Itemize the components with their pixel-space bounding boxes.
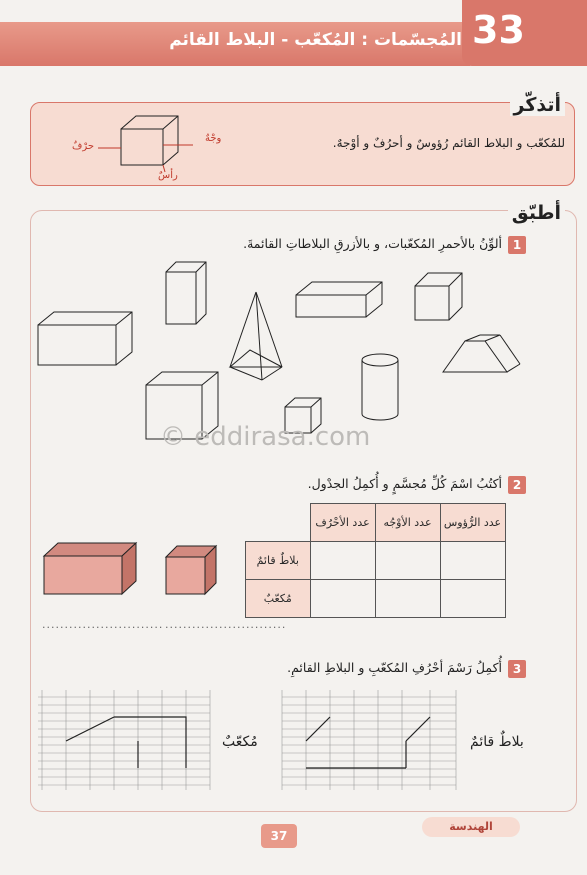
labeled-cube-diagram: [98, 116, 193, 172]
q3-prism-label: بلاطٌ قائمٌ: [470, 734, 524, 750]
q2-table: [245, 503, 506, 618]
q1-number: 1: [508, 236, 526, 254]
q1-text: ألوِّنُ بالأحمرِ المُكعّبات، و بالأزرقِ البلاطاتِ القائمةَ.: [243, 236, 502, 251]
q2-text: أكتُبُ اسْمَ كُلِّ مُجسَّمٍ و أُكمِلُ الجدْول.: [307, 476, 502, 491]
q2-number: 2: [508, 476, 526, 494]
footer-section-label: الهندسة: [422, 817, 520, 837]
cell-cube-edges[interactable]: [310, 580, 375, 618]
remember-text: للمُكعّب و البلاط القائم رُؤوسٌ و أحرُفٌ و أوْجهٌ.: [332, 136, 565, 150]
cell-cube-vertices[interactable]: [440, 580, 505, 618]
cell-prism-faces[interactable]: [375, 542, 440, 580]
remember-title: أتذكّر: [510, 94, 566, 116]
page-number: 37: [261, 824, 297, 848]
header-edges: عدد الأحْرُف: [310, 504, 375, 542]
q3-text: أُكمِلُ رَسْمَ أحْرُفِ المُكعّبِ و البلاطِ القائمِ.: [287, 660, 502, 675]
apply-title: أطبّق: [508, 202, 565, 224]
label-vertex: رأسٌ: [158, 170, 178, 181]
q3-number: 3: [508, 660, 526, 678]
header-vertices: عدد الرُّؤوس: [440, 504, 505, 542]
cell-prism-edges[interactable]: [310, 542, 375, 580]
label-edge: حرْفٌ: [72, 141, 95, 152]
table-corner: [246, 504, 311, 542]
answer-line-cube[interactable]: ...........................: [165, 618, 287, 631]
page-title: المُجسّمات : المُكعّب - البلاط القائم: [169, 30, 462, 50]
watermark: © eddirasa.com: [160, 422, 371, 452]
row-cube-label: مُكعّبٌ: [246, 580, 311, 618]
cell-cube-faces[interactable]: [375, 580, 440, 618]
label-face: وجْهٌ: [205, 133, 222, 144]
header-faces: عدد الأوْجُه: [375, 504, 440, 542]
lesson-number: 33: [472, 8, 525, 52]
q3-cube-label: مُكعّبٌ: [222, 734, 258, 750]
cell-prism-vertices[interactable]: [440, 542, 505, 580]
row-prism-label: بلاطٌ قائمٌ: [246, 542, 311, 580]
answer-line-prism[interactable]: ...........................: [42, 618, 164, 631]
